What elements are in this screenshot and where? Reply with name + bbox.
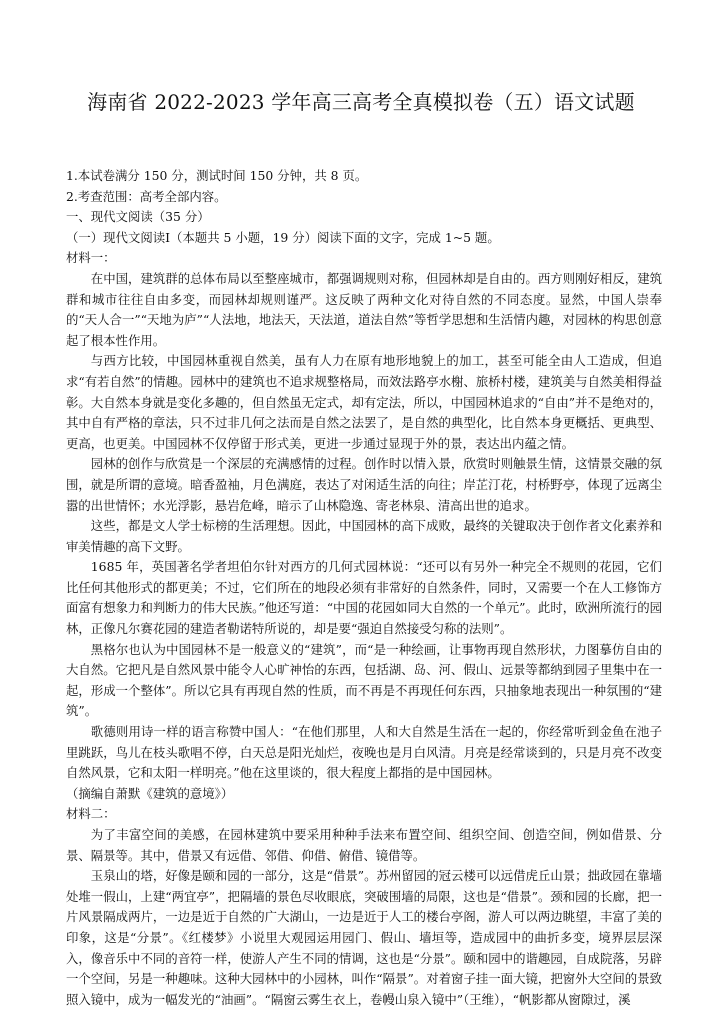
subsection-heading: （一）现代文阅读Ⅰ（本题共 5 小题，19 分）阅读下面的文字，完成 1~5 题。 [66, 229, 500, 245]
paragraph: 在中国，建筑群的总体布局以至整座城市，都强调规则对称，但园林却是自由的。西方则刚好相反，建筑群和城市往往自由多变，而园林却规则谨严。这反映了两种文化对待自然的不同态度。显然，中国人崇奉的“天人合一”“天地为庐”“人法地，地法天，天法道，道法自然”等哲学思想和生活情内趣，对园林的构思创意起了根本性作用。 [66, 270, 662, 348]
material-label: 材料二： [66, 806, 116, 822]
paragraph: 1685 年，英国著名学者坦伯尔针对西方的几何式园林说：“还可以有另外一种完全不规则的花园，它们比任何其他形式的都更美；不过，它们所在的地段必须有非常好的自然条件，同时，又需要一个在人工修饰方面富有想象力和判断力的伟大民族。”他还写道：“中国的花园如同大自然的一个单元”。此时，欧洲所流行的园林，正像凡尔赛花园的建造者勒诺特所说的，却是要“强迫自然接受匀称的法则”。 [66, 559, 662, 637]
paragraph: 与西方比较，中国园林重视自然美，虽有人力在原有地形地貌上的加工，甚至可能全由人工造成，但追求“有若自然”的情趣。园林中的建筑也不追求规整格局，而效法路亭水榭、旅桥村楼，建筑美与自然美相得益彰。大自然本身就是变化多趣的，但自然虽无定式，却有定法，所以，中国园林追求的“自由”并不是绝对的，其中自有严格的章法，只不过非几何之法而是自然之法罢了，是自然的典型化，比自然本身更概括、更典型、更高，也更美。中国园林不仅停留于形式美，更进一步通过显现于外的景，表达出内蕴之情。 [66, 353, 662, 451]
source-citation: （摘编自萧默《建筑的意境》） [66, 785, 234, 801]
note-line: 1.本试卷满分 150 分，测试时间 150 分钟，共 8 页。 [66, 168, 368, 183]
material-label: 材料一： [66, 250, 116, 266]
paragraph: 这些，都是文人学士标榜的生活理想。因此，中国园林的高下成败，最终的关键取决于创作者文化素养和审美情趣的高下文野。 [66, 518, 662, 554]
paragraph: 为了丰富空间的美感，在园林建筑中要采用种种手法来布置空间、组织空间、创造空间，例如借景、分景、隔景等。其中，借景又有远借、邻借、仰借、俯借、镜借等。 [66, 827, 662, 863]
note-line: 2.考查范围：高考全部内容。 [66, 188, 227, 204]
paragraph: 歌德则用诗一样的语言称赞中国人：“在他们那里，人和大自然是生活在一起的，你经常听到金鱼在池子里跳跃，鸟儿在枝头歌唱不停，白天总是阳光灿烂，夜晚也是月白风清。月亮是经常谈到的，只是月亮不改变自然风景，它和太阳一样明亮。”他在这里谈的，很大程度上都指的是中国园林。 [66, 724, 662, 781]
page-title: 海南省 2022-2023 学年高三高考全真模拟卷（五）语文试题 [87, 90, 635, 114]
section-heading: 一、现代文阅读（35 分） [66, 209, 210, 225]
document-body [66, 166, 662, 1010]
paragraph: 黑格尔也认为中国园林不是一般意义的“建筑”，而“是一种绘画，让事物再现自然形状，力图摹仿自由的大自然。它把凡是自然风景中能令人心旷神怡的东西，包括湖、岛、河、假山、远景等都纳到园子里集中在一起，形成一个整体”。所以它具有再现自然的性质，而不再是不再现任何东西，只抽象地表现出一种氛围的“建筑”。 [66, 641, 662, 719]
paragraph: 园林的创作与欣赏是一个深层的充满感情的过程。创作时以情入景，欣赏时则触景生情，这情景交融的氛围，就是所谓的意境。暗香盈袖，月色满庭，表达了对闲适生活的向往；岸芷汀花，村桥野亭，体现了远离尘嚣的出世情怀；水光浮影，悬岩危峰，暗示了山林隐逸、寄老林泉、清高出世的追求。 [66, 456, 662, 513]
paragraph: 玉泉山的塔，好像是颐和园的一部分，这是“借景”。苏州留园的冠云楼可以远借虎丘山景；拙政园在靠墙处堆一假山，上建“两宜亭”，把隔墙的景色尽收眼底，突破围墙的局限，这也是“借景”。颈和园的长廊，把一片风景隔成两片，一边是近于自然的广大湖山，一边是近于人工的楼台亭阁，游人可以两边眺望，丰富了美的印象，这是“分景”。《红楼梦》小说里大观园运用园门、假山、墙垣等，造成园中的曲折多变，境界层层深入，像音乐中不同的音符一样，使游人产生不同的情调，这也是“分景”。颐和园中的谐趣园，自成院落，另辟一个空间，另是一种趣味。这种大园林中的小园林，叫作“隔景”。对着窗子挂一面大镜，把窗外大空间的景致照入镜中，成为一幅发光的“油画”。“隔窗云雾生衣上，卷幔山泉入镜中”（王维），“帆影都从窗隙过，溪 [66, 868, 662, 1007]
